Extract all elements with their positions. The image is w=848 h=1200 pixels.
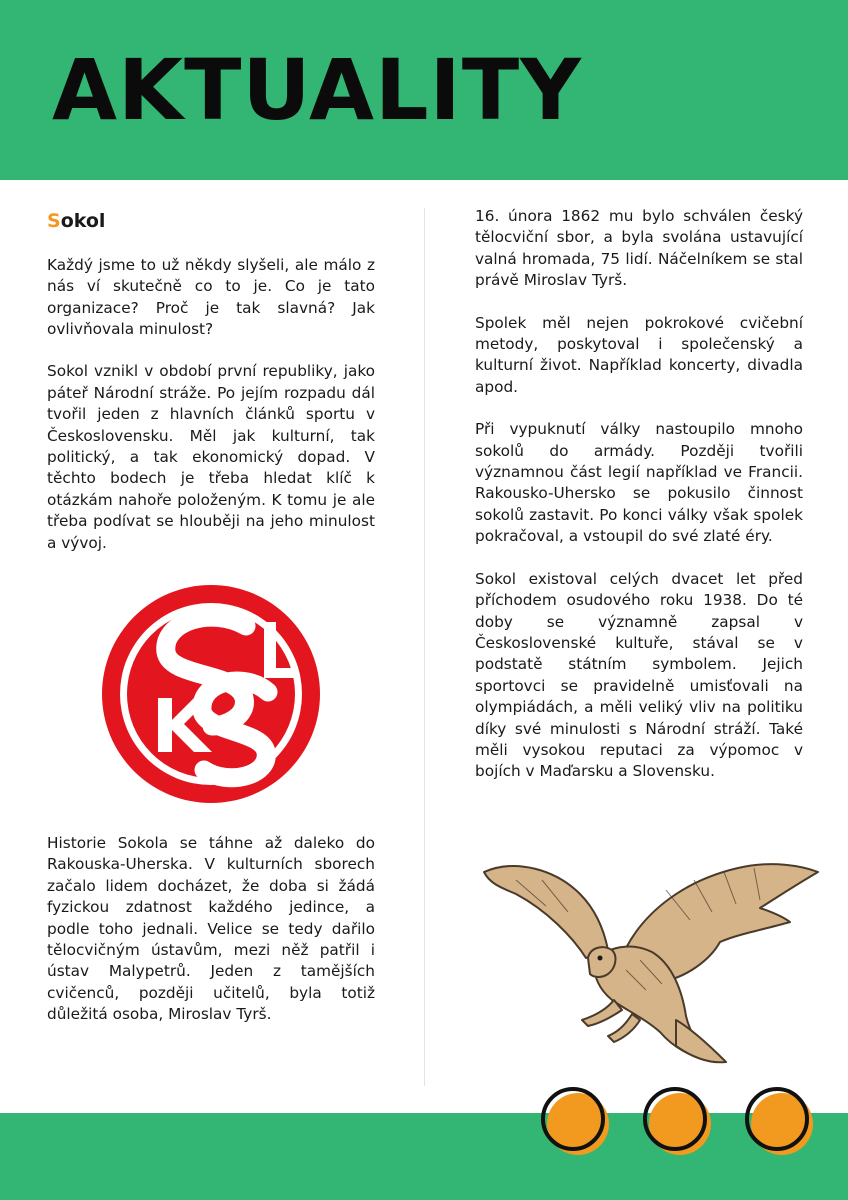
footer-band bbox=[0, 1113, 848, 1200]
falcon-icon bbox=[476, 850, 822, 1065]
history-paragraph: Historie Sokola se táhne až daleko do Rakouska-Uherska. V kulturních sborech začalo lidem docházet, že doba si žádá fyzickou zdatnost každého jedince, a podle toho jednali. Velice se tedy dařilo tělocvičným ústavům, mezi něž patřil i ústav Malypetrů. Jeden z tamějších cvičenců, později učitelů, byla totiž důležitá osoba, Miroslav Tyrš. bbox=[47, 834, 375, 1024]
heading-rest: okol bbox=[60, 210, 106, 232]
right-column bbox=[475, 206, 803, 804]
heading-initial: S bbox=[47, 210, 61, 232]
decorative-circle-1 bbox=[540, 1086, 612, 1158]
page-title: AKTUALITY bbox=[52, 41, 582, 139]
war-paragraph: Při vypuknutí války nastoupilo mnoho sokolů do armády. Později tvořili významnou část legií například ve Francii. Rakousko-Uhersko se pokusilo činnost sokolů zastavit. Po konci války však spolek pokračoval, a vstoupil do své zlaté éry. bbox=[475, 420, 803, 546]
origin-paragraph: Sokol vznikl v období první republiky, jako páteř Národní stráže. Po jejím rozpadu dál tvořil jeden z hlavních článků sportu v Československu. Měl jak kulturní, tak politický, a tak ekonomický dopad. V těchto bodech je třeba hledat klíč k otázkám nahoře položeným. K tomu je ale třeba podívat se hlouběji na jeho minulost a vývoj. bbox=[47, 362, 375, 552]
club-life-paragraph: Spolek měl nejen pokrokové cvičební metody, poskytoval i společenský a kulturní život. Například koncerty, divadla apod. bbox=[475, 313, 803, 396]
decorative-circle-3 bbox=[744, 1086, 816, 1158]
header-band bbox=[0, 0, 848, 180]
sokol-logo-icon bbox=[96, 580, 326, 808]
founding-paragraph: 16. února 1862 mu bylo schválen český tělocviční sbor, a byla svolána ustavující valná hromada, 75 lidí. Náčelníkem se stal právě Miroslav Tyrš. bbox=[475, 207, 803, 290]
section-heading bbox=[47, 210, 375, 233]
left-column bbox=[47, 210, 375, 575]
golden-era-paragraph: Sokol existoval celých dvacet let před příchodem osudového roku 1938. Do té doby se významně zapsal v Československé kultuře, stával se v podstatě státním symbolem. Jejich sportovci se pravidelně umisťovali na olympiádách, a měli veliký vliv na politiku díky své minulosti s Národní stráží. Také měli vysokou reputaci za výpomoc v bojích v Maďarsku a Slovensku. bbox=[475, 569, 803, 781]
intro-paragraph: Každý jsme to už někdy slyšeli, ale málo z nás ví skutečně co to je. Co je tato organizace? Proč je tak slavná? Jak ovlivňovala minulost? bbox=[47, 255, 375, 339]
column-divider bbox=[424, 208, 425, 1086]
decorative-circle-2 bbox=[642, 1086, 714, 1158]
